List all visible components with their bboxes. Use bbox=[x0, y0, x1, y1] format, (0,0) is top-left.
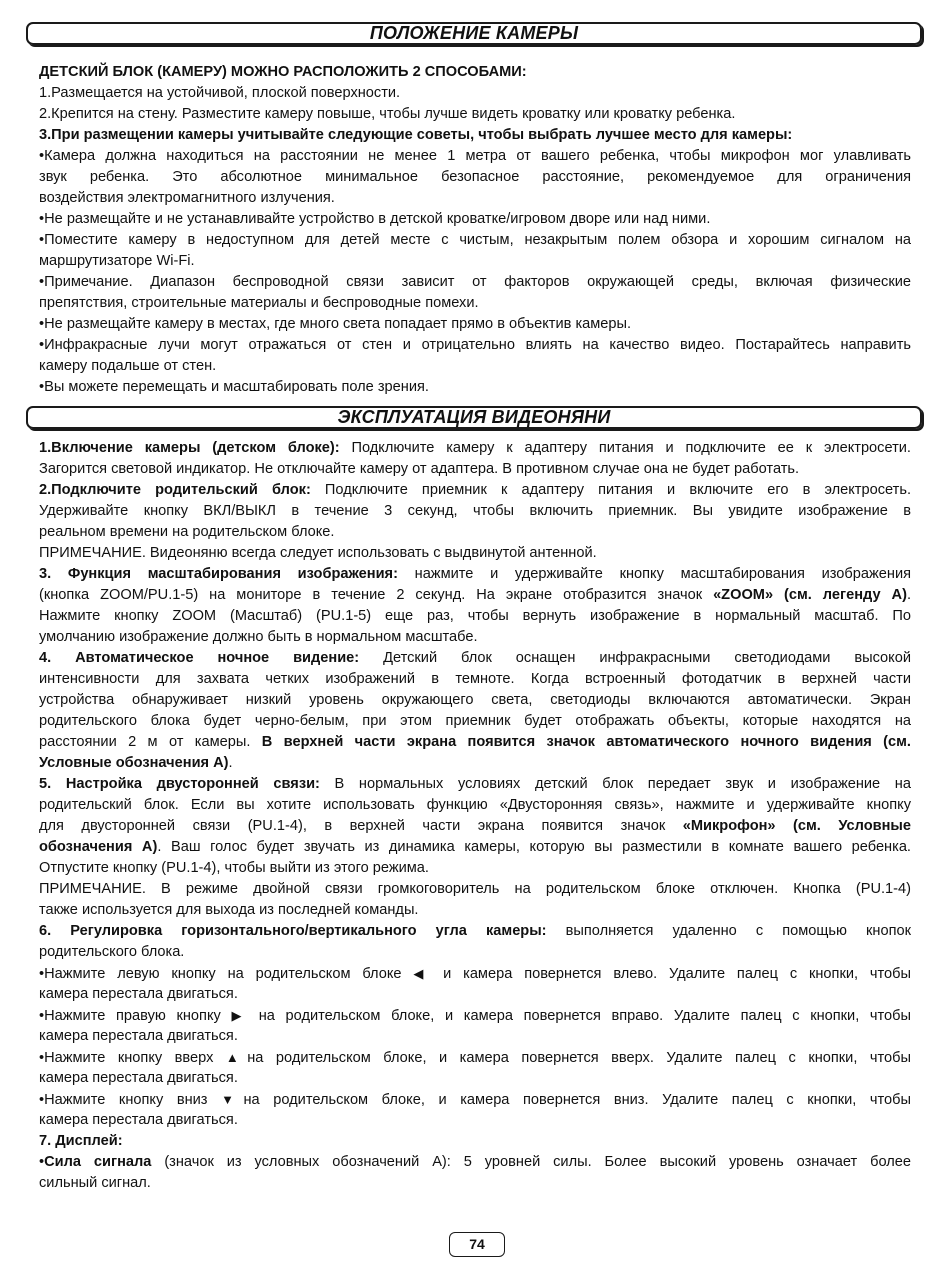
text-line: камера перестала двигаться. bbox=[39, 1070, 238, 1086]
camera-position-text bbox=[39, 62, 911, 398]
text-span: выполняется удаленно с помощью кнопок bbox=[546, 923, 911, 939]
text-line bbox=[39, 585, 911, 606]
text-line: •Инфракрасные лучи могут отражаться от стен и отрицательно влиять на качество видео. Постарайтесь направить bbox=[39, 337, 911, 353]
text-line: устройства обнаруживает низкий уровень окружающего света, светодиоды включаются автоматически. Экран bbox=[39, 692, 911, 708]
text-line bbox=[39, 564, 911, 585]
text-line: родительского блока будет черно-белым, при этом приемник будет отображать объекты, которые находятся на bbox=[39, 713, 911, 729]
text-line: звук ребенка. Это абсолютное минимальное безопасное расстояние, рекомендуемое для ограничения bbox=[39, 169, 911, 185]
text-span: нажмите и удерживайте кнопку масштабирования изображения bbox=[397, 566, 911, 582]
text-line: 1.Размещается на устойчивой, плоской поверхности. bbox=[39, 85, 401, 101]
text-span: на родительском блоке, и камера повернется вниз. Удалите палец с кнопки, чтобы bbox=[243, 1092, 911, 1108]
bullet: • bbox=[39, 1154, 45, 1170]
text-line bbox=[39, 732, 911, 753]
text-line: •Поместите камеру в недоступном для детей месте с чистым, незакрытым полем обзора и хорошим сигналом на bbox=[39, 232, 911, 248]
paragraph-heading: 3. Функция масштабирования изображения: bbox=[39, 566, 398, 582]
triangle-up-icon: ▲ bbox=[225, 1050, 248, 1065]
triangle-down-icon: ▼ bbox=[221, 1092, 244, 1107]
triangle-left-icon: ◀ bbox=[413, 966, 432, 981]
paragraph-heading: 6. Регулировка горизонтального/вертикального угла камеры: bbox=[39, 923, 547, 939]
text-line: маршрутизаторе Wi-Fi. bbox=[39, 253, 195, 269]
text-line: Удерживайте кнопку ВКЛ/ВЫКЛ в течение 3 секунд, чтобы включить приемник. Вы увидите изображение в bbox=[39, 503, 911, 519]
text-span-bold: Условные обозначения А) bbox=[39, 755, 229, 771]
text-line: родительского блока. bbox=[39, 944, 185, 960]
text-line: камеру подальше от стен. bbox=[39, 358, 217, 374]
text-span: . bbox=[906, 587, 911, 603]
text-line: ПРИМЕЧАНИЕ. В режиме двойной связи громкоговоритель на родительском блоке отключен. Кнопка (PU.1-4) bbox=[39, 881, 911, 897]
text-line: камера перестала двигаться. bbox=[39, 1112, 238, 1128]
text-line bbox=[39, 1089, 911, 1110]
text-line: 7. Дисплей: bbox=[39, 1133, 123, 1149]
text-span: •Нажмите левую кнопку на родительском блоке bbox=[39, 966, 414, 982]
text-span-bold: «Микрофон» (см. Условные bbox=[682, 818, 911, 834]
text-line: •Камера должна находиться на расстоянии не менее 1 метра от вашего ребенка, чтобы микрофон мог улавливать bbox=[39, 148, 911, 164]
text-span: •Нажмите кнопку вниз bbox=[39, 1092, 222, 1108]
text-line: интенсивности для захвата четких изображений в темноте. Когда встроенный фотодатчик в верхней части bbox=[39, 671, 911, 687]
text-line bbox=[39, 837, 911, 858]
text-line: камера перестала двигаться. bbox=[39, 986, 238, 1002]
text-span: для двусторонней связи (PU.1-4), в верхней части экрана появится значок bbox=[39, 818, 683, 834]
text-line bbox=[39, 1047, 911, 1068]
paragraph-heading: 5. Настройка двусторонней связи: bbox=[39, 776, 320, 792]
text-line: препятствия, строительные материалы и беспроводные помехи. bbox=[39, 295, 479, 311]
text-line bbox=[39, 816, 911, 837]
text-span-bold: В верхней части экрана появится значок автоматического ночного видения (см. bbox=[261, 734, 911, 750]
text-span: . Ваш голос будет звучать из динамика камеры, которую вы разместили в комнате вашего ребенка. bbox=[157, 839, 911, 855]
text-span: расстоянии 2 м от камеры. bbox=[39, 734, 262, 750]
text-span: Детский блок оснащен инфракрасными светодиодами высокой bbox=[359, 650, 911, 666]
text-span-bold: «ZOOM» (см. легенду А) bbox=[713, 587, 907, 603]
text-span: . bbox=[228, 755, 233, 771]
text-span-bold: Сила сигнала bbox=[44, 1154, 152, 1170]
page-number: 74 bbox=[449, 1232, 505, 1257]
text-span: (значок из условных обозначений А): 5 уровней силы. Более высокий уровень означает более bbox=[151, 1154, 911, 1170]
text-line bbox=[39, 648, 911, 669]
text-line bbox=[39, 963, 911, 984]
text-line bbox=[39, 438, 911, 459]
text-line bbox=[39, 774, 911, 795]
text-span: на родительском блоке, и камера повернется вверх. Удалите палец с кнопки, чтобы bbox=[247, 1050, 911, 1066]
text-line: сильный сигнал. bbox=[39, 1175, 151, 1191]
paragraph-heading: 2.Подключите родительский блок: bbox=[39, 482, 311, 498]
text-span: на родительском блоке, и камера повернется вправо. Удалите палец с кнопки, чтобы bbox=[248, 1008, 911, 1024]
text-line: •Не размещайте и не устанавливайте устройство в детской кроватке/игровом дворе или над ними. bbox=[39, 211, 711, 227]
paragraph-heading: 1.Включение камеры (детском блоке): bbox=[39, 440, 340, 456]
text-span: Подключите приемник к адаптеру питания и включите его в электросеть. bbox=[310, 482, 911, 498]
text-line: реальном времени на родительском блоке. bbox=[39, 524, 335, 540]
text-line: Загорится световой индикатор. Не отключайте камеру от адаптера. В противном случае она не будет работать. bbox=[39, 461, 800, 477]
text-line: •Примечание. Диапазон беспроводной связи зависит от факторов окружающей среды, включая физические bbox=[39, 274, 911, 290]
text-span: В нормальных условиях детский блок передает звук и изображение на bbox=[319, 776, 911, 792]
text-line: •Вы можете перемещать и масштабировать поле зрения. bbox=[39, 379, 429, 395]
text-span: Подключите камеру к адаптеру питания и подключите ее к электросети. bbox=[339, 440, 911, 456]
text-line bbox=[39, 480, 911, 501]
text-line bbox=[39, 921, 911, 942]
text-span: и камера повернется влево. Удалите палец с кнопки, чтобы bbox=[431, 966, 911, 982]
text-line bbox=[39, 1152, 911, 1173]
paragraph-heading: 4. Автоматическое ночное видение: bbox=[39, 650, 360, 666]
text-line: воздействия электромагнитного излучения. bbox=[39, 190, 335, 206]
text-line: родительский блок. Если вы хотите использовать функцию «Двусторонняя связь», нажмите и удерживайте кнопку bbox=[39, 797, 911, 813]
operation-text bbox=[39, 438, 911, 1194]
text-line: Нажмите кнопку ZOOM (Масштаб) (PU.1-5) еще раз, чтобы вернуть изображение в нормальный масштаб. По bbox=[39, 608, 911, 624]
text-line bbox=[39, 753, 911, 774]
text-line: ДЕТСКИЙ БЛОК (КАМЕРУ) МОЖНО РАСПОЛОЖИТЬ 2 СПОСОБАМИ: bbox=[39, 64, 527, 80]
text-line: также используется для выхода из последней команды. bbox=[39, 902, 419, 918]
text-span: •Нажмите правую кнопку bbox=[39, 1008, 232, 1024]
text-line bbox=[39, 1005, 911, 1026]
text-line: умолчанию изображение должно быть в нормальном масштабе. bbox=[39, 629, 478, 645]
text-line: 2.Крепится на стену. Разместите камеру повыше, чтобы лучше видеть кроватку или кроватку ребенка. bbox=[39, 106, 736, 122]
text-line: 3.При размещении камеры учитывайте следующие советы, чтобы выбрать лучшее место для камеры: bbox=[39, 127, 793, 143]
text-line: камера перестала двигаться. bbox=[39, 1028, 238, 1044]
text-line: •Не размещайте камеру в местах, где много света попадает прямо в объектив камеры. bbox=[39, 316, 632, 332]
text-line: ПРИМЕЧАНИЕ. Видеоняню всегда следует использовать с выдвинутой антенной. bbox=[39, 545, 597, 561]
section-header-operation: ЭКСПЛУАТАЦИЯ ВИДЕОНЯНИ bbox=[26, 406, 922, 429]
text-span: •Нажмите кнопку вверх bbox=[39, 1050, 226, 1066]
text-span: (кнопка ZOOM/PU.1-5) на мониторе в течение 2 секунд. На экране отобразится значок bbox=[39, 587, 714, 603]
text-line: Отпустите кнопку (PU.1-4), чтобы выйти из этого режима. bbox=[39, 860, 429, 876]
text-span-bold: обозначения А) bbox=[39, 839, 158, 855]
section-header-camera-position: ПОЛОЖЕНИЕ КАМЕРЫ bbox=[26, 22, 922, 45]
triangle-right-icon: ▶ bbox=[231, 1008, 249, 1023]
